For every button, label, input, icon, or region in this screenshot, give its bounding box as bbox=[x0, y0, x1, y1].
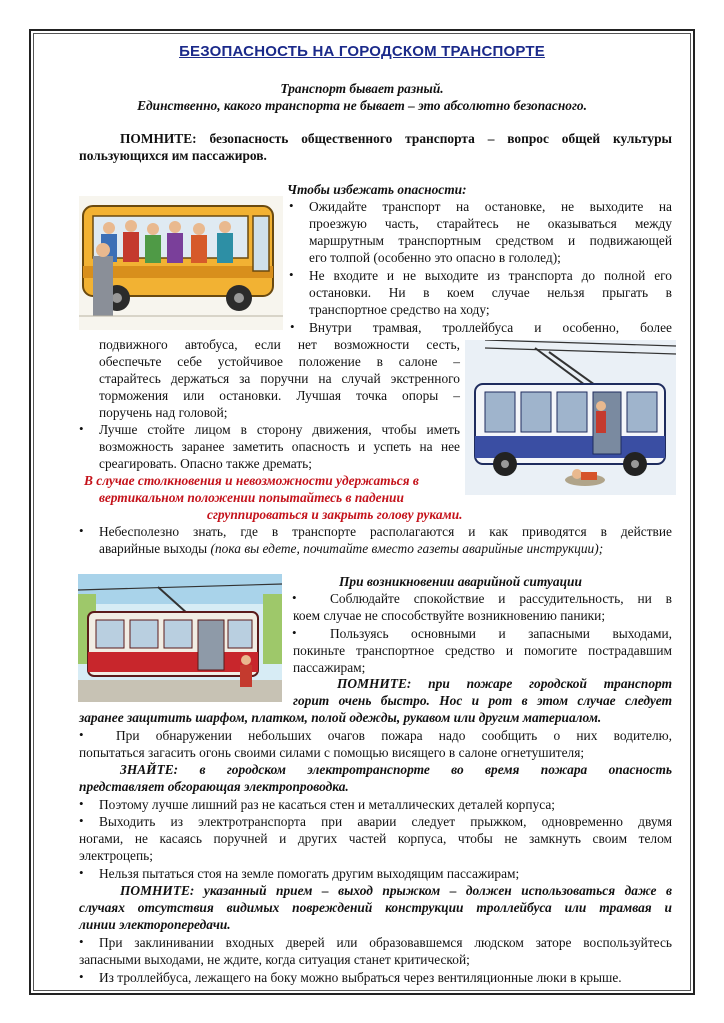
warning-line-2: вертикальном положении попытайтесь в падении bbox=[99, 490, 404, 505]
warning-line-1: В случае столкновения и невозможности удержаться в bbox=[84, 473, 419, 488]
f4-line-2: запасными выходами, не ждите, когда ситуация станет критической; bbox=[79, 952, 470, 967]
bullet: • bbox=[79, 523, 84, 538]
remember2-line-1: ПОМНИТЕ: при пожаре городской транспорт bbox=[337, 676, 672, 691]
b5-normal-text: аварийные выходы bbox=[99, 541, 208, 556]
bullet: • bbox=[79, 421, 84, 436]
remember2-line-3: заранее защитить шарфом, платком, полой одежды, рукавом или другим материалом. bbox=[79, 710, 602, 725]
avoid-heading: Чтобы избежать опасности: bbox=[287, 182, 467, 197]
b2-line-2: остановки. Ни в коем случае нельзя прыгать в bbox=[309, 285, 672, 300]
bullet: • bbox=[79, 813, 84, 828]
bullet: • bbox=[79, 865, 84, 880]
e2-line-2: покиньте транспортное средство и помогите пострадавшим bbox=[293, 643, 672, 658]
remember3-line-2: случаях отсутствия видимых повреждений конструкции троллейбуса или трамвая и bbox=[79, 900, 672, 915]
b3-line-1: Внутри трамвая, троллейбуса и особенно, более bbox=[309, 320, 672, 335]
fire-line-1: При обнаружении небольших очагов пожара надо сообщить о них водителю, bbox=[116, 728, 672, 743]
intro-line-2: Единственно, какого транспорта не бывает – это абсолютно безопасного. bbox=[137, 98, 587, 113]
know-line-2: представляет обгорающая электропроводка. bbox=[79, 779, 349, 794]
b3-line-3: обеспечьте себе устойчивое положение в салоне – bbox=[99, 354, 460, 369]
emergency-heading: При возникновении аварийной ситуации bbox=[339, 574, 582, 589]
e2-line-3: пассажирам; bbox=[293, 660, 366, 675]
bullet: • bbox=[79, 934, 84, 949]
b1-line-4: его толпой (особенно это опасно в гололед); bbox=[309, 250, 561, 265]
bus-illustration bbox=[79, 196, 283, 330]
f4-line-1: При заклинивании входных дверей или образовавшемся людском заторе воспользуйтесь bbox=[99, 935, 672, 950]
remember3-line-3: линии электоропередачи. bbox=[79, 917, 231, 932]
b3-line-4: старайтесь держаться за поручни на случай экстренного bbox=[99, 371, 460, 386]
remember3-line-1: ПОМНИТЕ: указанный прием – выход прыжком – должен использоваться даже в bbox=[120, 883, 672, 898]
remember2-line-2: горит очень быстро. Нос и рот в этом случае следует bbox=[293, 693, 672, 708]
b1-line-1: Ожидайте транспорт на остановке, не выходите на bbox=[309, 199, 672, 214]
b3-line-6: поручень над головой; bbox=[99, 405, 228, 420]
know-line-1: ЗНАЙТЕ: в городском электротранспорте во время пожара опасность bbox=[120, 762, 672, 777]
tram-illustration bbox=[78, 574, 282, 702]
trolleybus-illustration bbox=[465, 340, 676, 495]
f3-text: Нельзя пытаться стоя на земле помогать другим выходящим пассажирам; bbox=[99, 866, 520, 881]
f5-text: Из троллейбуса, лежащего на боку можно выбраться через вентиляционные люки в крыше. bbox=[99, 970, 622, 985]
b1-line-2: проезжую часть, старайтесь не оказываться между bbox=[309, 216, 672, 231]
intro-line-1: Транспорт бывает разный. bbox=[280, 81, 444, 96]
page-title: БЕЗОПАСНОСТЬ НА ГОРОДСКОМ ТРАНСПОРТЕ bbox=[179, 43, 545, 60]
bullet: • bbox=[79, 796, 84, 811]
bullet: • bbox=[289, 198, 294, 213]
b4-line-1: Лучше стойте лицом в сторону движения, чтобы иметь bbox=[99, 422, 460, 437]
bullet: • bbox=[289, 267, 294, 282]
remember-text-2: пользующихся им пассажиров. bbox=[79, 148, 267, 163]
e2-line-1: Пользуясь основными и запасными выходами, bbox=[330, 626, 672, 641]
remember-text: безопасность общественного транспорта – вопрос общей культуры bbox=[209, 131, 672, 146]
b2-line-1: Не входите и не выходите из транспорта до полной его bbox=[309, 268, 672, 283]
b4-line-3: среагировать. Опасно также дремать; bbox=[99, 456, 313, 471]
b3-line-5: торможения или остановки. Лучшая точка опоры – bbox=[99, 388, 460, 403]
remember-paragraph-1 bbox=[120, 130, 672, 147]
bullet: • bbox=[79, 727, 84, 742]
e1-line-2: коем случае не способствуйте возникновению паники; bbox=[293, 608, 606, 623]
b1-line-3: маршрутным транспортным средством и подвижающей bbox=[309, 233, 672, 248]
warning-line-3: сгруппироваться и закрыть голову руками. bbox=[207, 507, 463, 522]
bullet: • bbox=[290, 319, 295, 334]
bullet: • bbox=[292, 625, 297, 640]
b5-line-1: Небесполезно знать, где в транспорте располагаются и как приводятся в действие bbox=[99, 524, 672, 539]
bullet: • bbox=[292, 590, 297, 605]
b2-line-3: транспортное средство на ходу; bbox=[309, 302, 490, 317]
f2-line-1: Выходить из электротранспорта при аварии следует прыжком, одновременно двумя bbox=[99, 814, 672, 829]
f1-text: Поэтому лучше лишний раз не касаться стен и металлических деталей корпуса; bbox=[99, 797, 556, 812]
b3-line-2: подвижного автобуса, если нет возможности сесть, bbox=[99, 337, 460, 352]
f2-line-2: ногами, не касаясь поручней и других частей корпуса, чтобы не замкнуть своим телом bbox=[79, 831, 672, 846]
f2-line-3: электроцепь; bbox=[79, 848, 153, 863]
e1-line-1: Соблюдайте спокойствие и рассудительность, ни в bbox=[330, 591, 672, 606]
b4-line-2: возможность заранее заметить опасность и успеть на нее bbox=[99, 439, 460, 454]
remember-label: ПОМНИТЕ: bbox=[120, 131, 197, 146]
fire-line-2: попытаться загасить огонь своими силами с помощью висящего в салоне огнетушителя; bbox=[79, 745, 585, 760]
bullet: • bbox=[79, 969, 84, 984]
b5-italic-text: (пока вы едете, почитайте вместо газеты аварийные инструкции); bbox=[210, 541, 604, 556]
b5-line-2 bbox=[99, 540, 603, 557]
